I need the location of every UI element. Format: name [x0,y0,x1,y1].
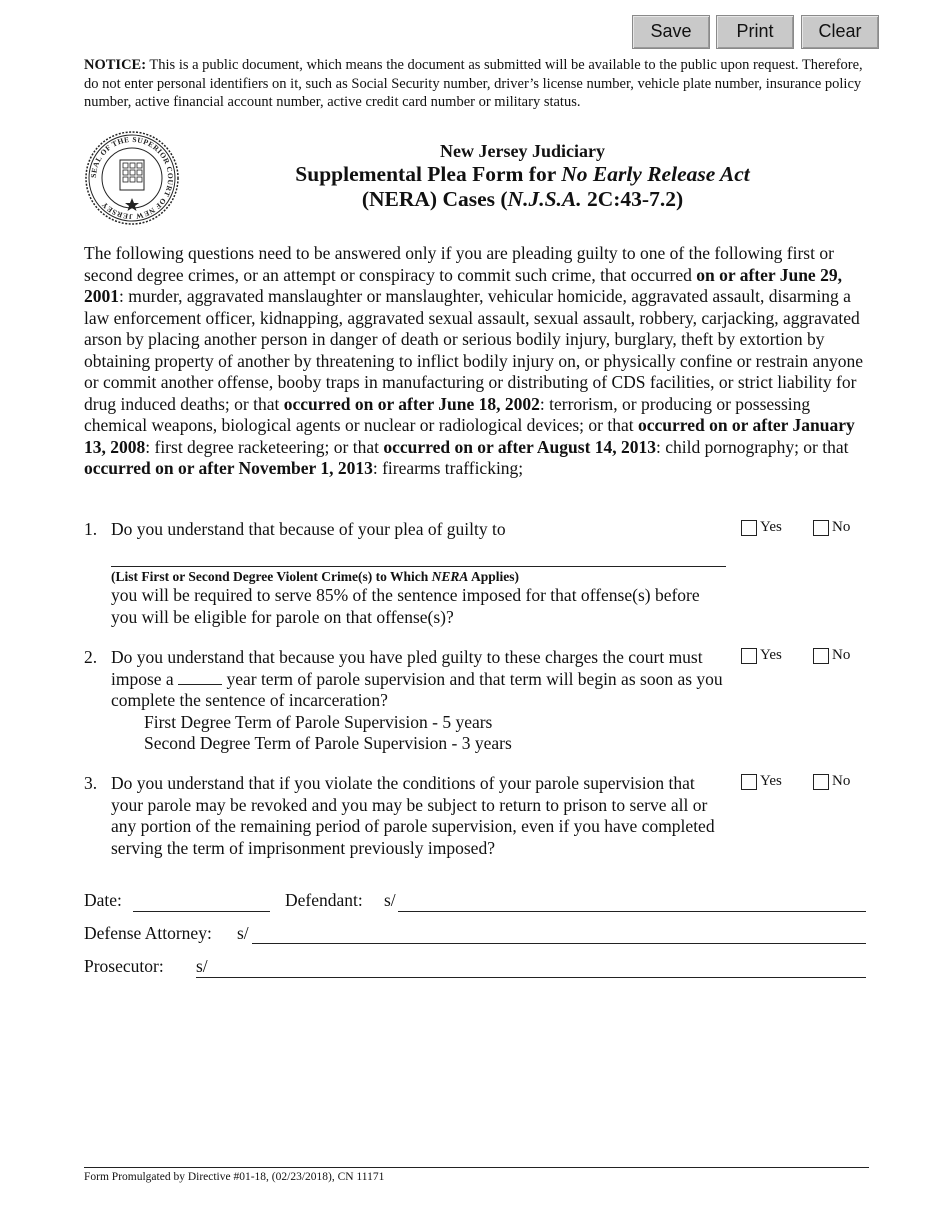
question-2-number: 2. [84,647,98,667]
title-block [200,140,845,212]
print-button[interactable]: Print [716,15,794,49]
date-label: Date: [84,890,122,910]
defense-attorney-label: Defense Attorney: [84,923,212,943]
question-1-crime-field[interactable] [111,566,726,567]
agency-name: New Jersey Judiciary [440,141,605,161]
prosecutor-signature-field[interactable] [196,977,866,978]
question-3-yes-label: Yes [760,773,782,789]
intro-paragraph: The following questions need to be answered only if you are pleading guilty to one of the following first or second degree crimes, or an attempt or conspiracy to commit such crime, that occurred on or after June 29, 2001: murder, aggravated manslaughter or manslaughter, vehicular homicide, aggravated assault, disarming a law enforcement officer, kidnapping, aggravated sexual assault, sexual assault, robbery, carjacking, aggravated arson by placing another person in danger of death or serious bodily injury, burglary, theft by extortion by obtaining property of another by threatening to inflict bodily injury on, or physically confine or restrain anyone or commit another offense, booby traps in manufacturing or distributing of CDS facilities, or strict liability for drug induced deaths; or that occurred on or after June 18, 2002: terrorism, or producing or possessing chemical weapons, biological agents or nuclear or radiological devices; or that occurred on or after January 13, 2008: first degree racketeering; or that occurred on or after August 14, 2013: child pornography; or that occurred on or after November 1, 2013: firearms trafficking; [84,243,864,478]
footer-divider [84,1167,869,1168]
second-degree-term: Second Degree Term of Parole Supervision - 3 years [144,733,512,753]
question-1-no-checkbox[interactable] [813,520,829,536]
question-2-yes-checkbox[interactable] [741,648,757,664]
question-1-text: Do you understand that because of your plea of guilty to [111,519,506,539]
clear-button[interactable]: Clear [801,15,879,49]
parole-term-field[interactable] [178,669,222,685]
form-title-line2: (NERA) Cases (N.J.S.A. 2C:43-7.2) [361,187,684,211]
question-2-yes-label: Yes [760,647,782,663]
form-title-line1: Supplemental Plea Form for No Early Release Act [295,162,750,186]
question-3-no-checkbox[interactable] [813,774,829,790]
defendant-label: Defendant: [285,890,363,910]
question-2-no-label: No [832,647,851,663]
question-1-text-continued: you will be required to serve 85% of the sentence imposed for that offense(s) before you will be eligible for parole on that offense(s)? [111,585,700,627]
question-3-text: Do you understand that if you violate the conditions of your parole supervision that your parole may be revoked and you may be subject to return to prison to serve all or any portion of the remaining period of parole supervision, even if you have completed serving the term of imprisonment previously imposed? [111,773,715,858]
notice-text: This is a public document, which means the document as submitted will be available to the public upon request. Therefore, do not enter personal identifiers on it, such as Social Security number, driver’s license number, vehicle plate number, insurance policy number, active financial account number, active credit card number or military status. [84,57,863,110]
defense-attorney-prefix: s/ [237,923,249,943]
save-button[interactable]: Save [632,15,710,49]
question-3-number: 3. [84,773,98,793]
question-3-no-label: No [832,773,851,789]
prosecutor-label: Prosecutor: [84,956,164,976]
date-field[interactable] [133,911,270,912]
question-1-crime-hint: (List First or Second Degree Violent Crime(s) to Which NERA Applies) [111,569,519,584]
court-seal-icon [84,130,180,226]
notice-label: NOTICE: [84,57,147,73]
footer-text: Form Promulgated by Directive #01-18, (02/23/2018), CN 11171 [84,1171,385,1183]
question-3-yes-checkbox[interactable] [741,774,757,790]
question-2-no-checkbox[interactable] [813,648,829,664]
question-1-yes-checkbox[interactable] [741,520,757,536]
question-2-text: Do you understand that because you have pled guilty to these charges the court must impose a year term of parole supervision and that term will begin as soon as you complete the sentence of incarceration? [111,647,723,710]
question-1-yes-label: Yes [760,519,782,535]
defendant-prefix: s/ [384,890,396,910]
public-notice [84,56,864,112]
seal-text: SEAL OF THE SUPERIOR COURT OF NEW JERSEY [88,134,176,222]
first-degree-term: First Degree Term of Parole Supervision - 5 years [144,712,493,732]
prosecutor-prefix: s/ [196,956,208,976]
defense-attorney-signature-field[interactable] [252,943,866,944]
defendant-signature-field[interactable] [398,911,866,912]
question-1-no-label: No [832,519,851,535]
question-1-number: 1. [84,519,98,539]
